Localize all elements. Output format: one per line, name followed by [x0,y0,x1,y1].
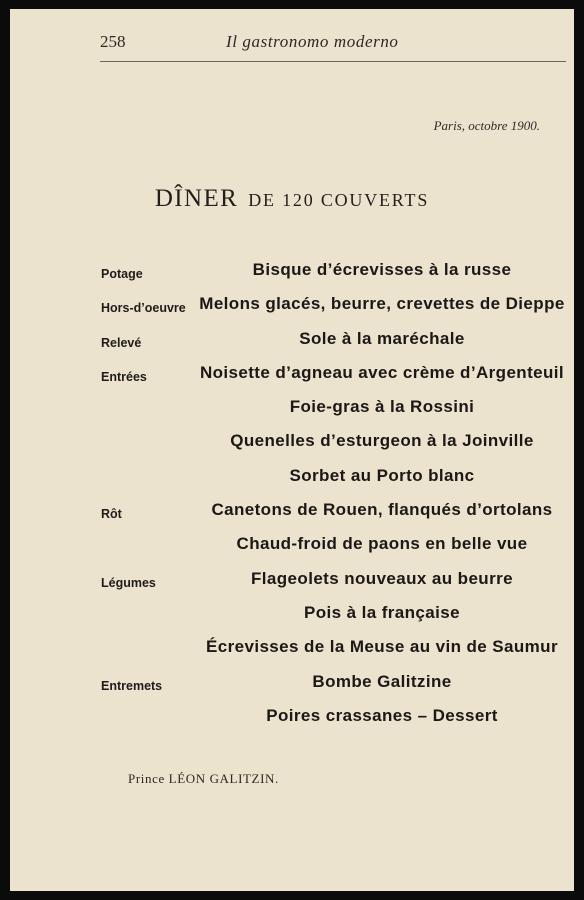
course-label: Hors-d’oeuvre [101,301,186,316]
menu-row [10,363,574,397]
dish-name: Poires crassanes – Dessert [266,705,498,725]
menu-title [10,185,574,213]
menu-row [10,672,574,706]
page-header [100,31,566,62]
menu-list [10,260,574,740]
dateline: Paris, octobre 1900. [433,118,540,133]
course-label: Potage [101,267,143,281]
course-label: Légumes [101,575,156,590]
menu-row [10,500,574,534]
page-number: 258 [100,32,126,51]
course-label: Rôt [101,507,122,522]
menu-row [10,603,574,637]
dish-name: Chaud-froid de paons en belle vue [236,534,528,554]
dish-name: Canetons de Rouen, flanqués d’ortolans [211,500,553,520]
course-label: Entremets [101,678,163,693]
dish-name: Quenelles d’esturgeon à la Joinville [230,431,534,451]
menu-row [10,569,574,603]
dish-name: Sole à la maréchale [299,328,465,348]
dish-name: Melons glacés, beurre, crevettes de Dieppe [199,294,565,314]
dish-name: Noisette d’agneau avec crème d’Argenteuil [199,362,565,382]
menu-row [10,329,574,363]
menu-row [10,637,574,671]
menu-title-sub: DE 120 COUVERTS [248,190,430,210]
menu-row [10,397,574,431]
dish-name: Bombe Galitzine [312,671,452,691]
course-label: Entrées [101,369,147,384]
menu-row [10,431,574,465]
menu-row [10,466,574,500]
dish-name: Foie-gras à la Rossini [289,397,475,417]
course-label: Relevé [101,335,142,350]
dish-name: Pois à la française [304,602,460,622]
dish-name: Flageolets nouveaux au beurre [251,568,513,588]
menu-row [10,294,574,328]
dish-name: Bisque d’écrevisses à la russe [252,260,512,279]
menu-row [10,706,574,740]
dish-name: Sorbet au Porto blanc [289,465,475,485]
menu-row [10,534,574,568]
menu-title-main: DÎNER [154,185,239,212]
running-title: Il gastronomo moderno [226,32,399,51]
signature: Prince LÉON GALITZIN. [128,771,279,786]
menu-row [10,260,574,294]
book-page [10,9,574,891]
dish-name: Écrevisses de la Meuse au vin de Saumur [206,637,558,657]
